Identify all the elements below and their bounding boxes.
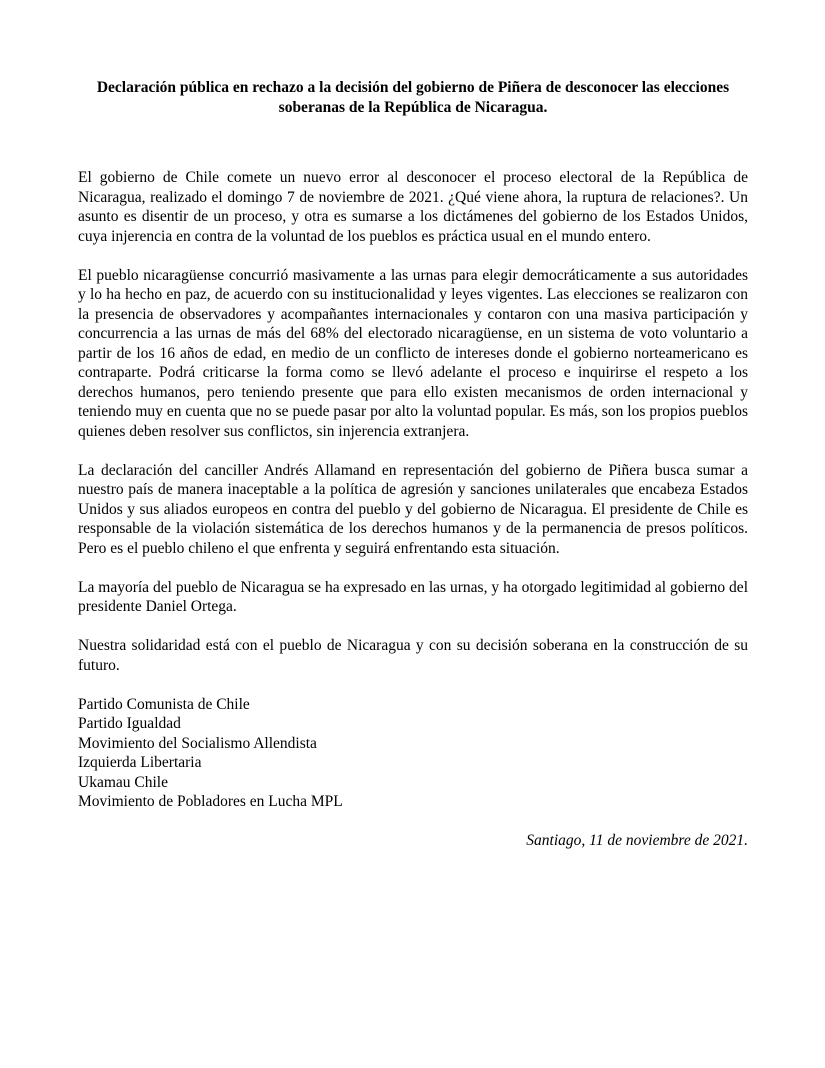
signatory-1: Partido Comunista de Chile	[78, 695, 250, 713]
signatory-4: Izquierda Libertaria	[78, 754, 202, 771]
signatory-3: Movimiento del Socialismo Allendista	[78, 734, 317, 752]
signatory-5: Ukamau Chile	[78, 773, 168, 791]
paragraph-5: Nuestra solidaridad está con el pueblo de Nicaragua y con su decisión soberana en la construcción de su futuro.	[78, 637, 748, 674]
dateline: Santiago, 11 de noviembre de 2021.	[526, 832, 748, 849]
signatory-2: Partido Igualdad	[78, 715, 181, 732]
document-title: Declaración pública en rechazo a la decisión del gobierno de Piñera de desconocer las elecciones soberanas de la República de Nicaragua.	[96, 79, 730, 116]
signatory-6: Movimiento de Pobladores en Lucha MPL	[78, 793, 343, 810]
paragraph-1: El gobierno de Chile comete un nuevo error al desconocer el proceso electoral de la República de Nicaragua, realizado el domingo 7 de noviembre de 2021. ¿Qué viene ahora, la ruptura de relaciones?. Un asunto es disentir de un proceso, y otra es sumarse a los dictámenes del gobierno de los Estados Unidos, cuya injerencia en contra de la voluntad de los pueblos es práctica usual en el mundo entero.	[78, 169, 748, 245]
paragraph-2: El pueblo nicaragüense concurrió masivamente a las urnas para elegir democráticamente a sus autoridades y lo ha hecho en paz, de acuerdo con su institucionalidad y leyes vigentes. Las elecciones se realizaron con la presencia de observadores y acompañantes internacionales y contaron con una masiva participación y concurrencia a las urnas de más del 68% del electorado nicaragüense, en un sistema de voto voluntario a partir de los 16 años de edad, en medio de un conflicto de intereses donde el gobierno norteamericano es contraparte. Podrá criticarse la forma como se llevó adelante el proceso e inquirirse el respeto a los derechos humanos, pero teniendo presente que para ello existen mecanismos de orden internacional y teniendo muy en cuenta que no se puede pasar por alto la voluntad popular. Es más, son los propios pueblos quienes deben resolver sus conflictos, sin injerencia extranjera.	[78, 266, 748, 440]
paragraph-3: La declaración del canciller Andrés Allamand en representación del gobierno de Piñera busca sumar a nuestro país de manera inaceptable a la política de agresión y sanciones unilaterales que encabeza Estados Unidos y sus aliados europeos en contra del pueblo y del gobierno de Nicaragua. El presidente de Chile es responsable de la violación sistemática de los derechos humanos y de la permanencia de presos políticos. Pero es el pueblo chileno el que enfrenta y seguirá enfrentando esta situación.	[78, 461, 748, 557]
signatories-list	[78, 695, 748, 812]
paragraph-4: La mayoría del pueblo de Nicaragua se ha expresado en las urnas, y ha otorgado legitimidad al gobierno del presidente Daniel Ortega.	[78, 578, 748, 615]
